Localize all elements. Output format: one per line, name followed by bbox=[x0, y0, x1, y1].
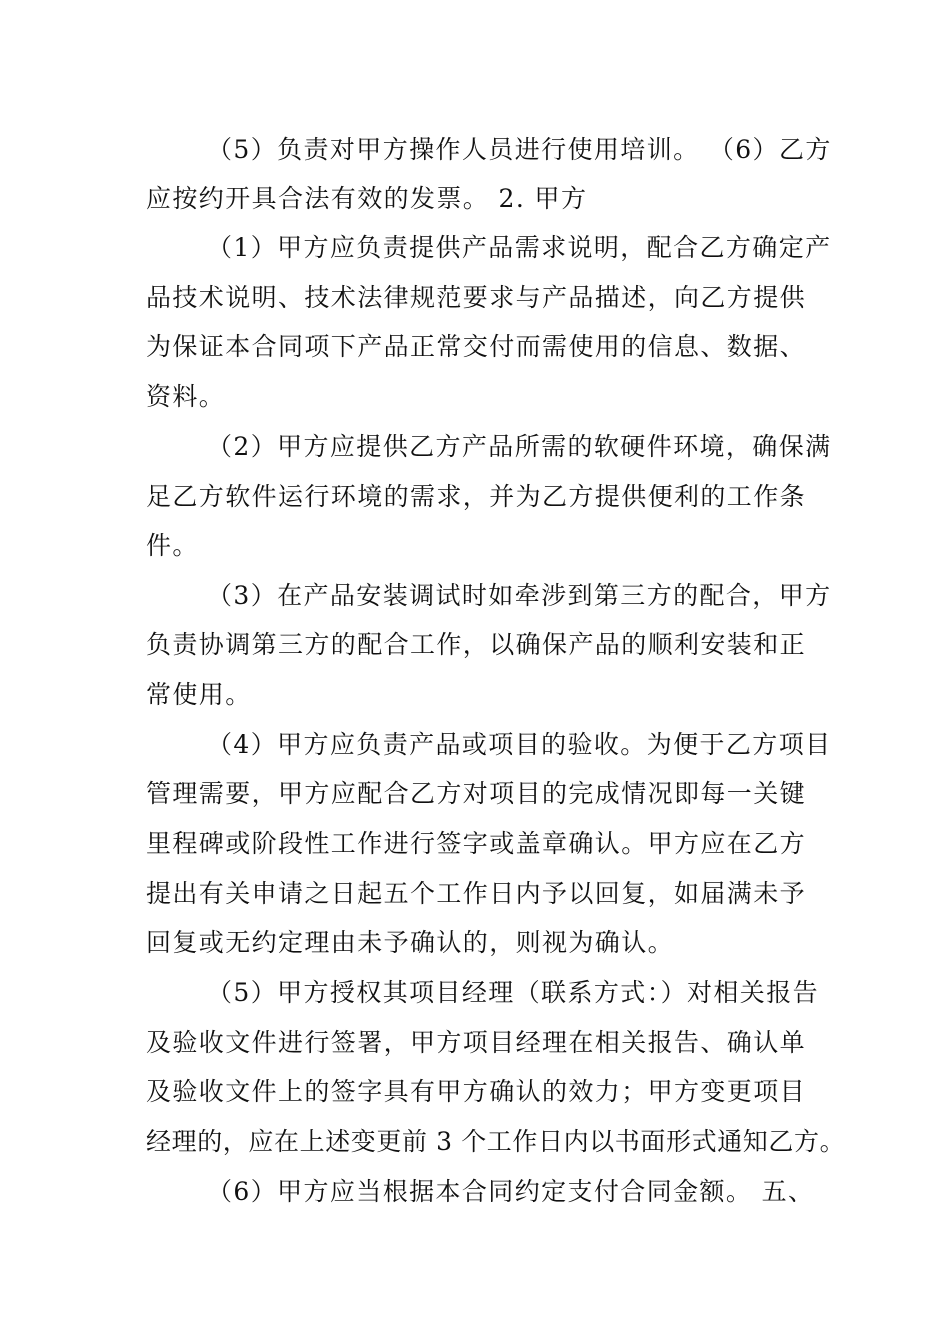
text-line: 为保证本合同项下产品正常交付而需使用的信息、数据、 bbox=[146, 332, 807, 361]
text-line: 提出有关申请之日起五个工作日内予以回复，如届满未予 bbox=[146, 879, 807, 908]
text-line: （2）甲方应提供乙方产品所需的软硬件环境，确保满 bbox=[207, 432, 832, 461]
text-line: 里程碑或阶段性工作进行签字或盖章确认。甲方应在乙方 bbox=[146, 829, 807, 858]
text-line: 常使用。 bbox=[146, 680, 252, 709]
text-line: 回复或无约定理由未予确认的，则视为确认。 bbox=[146, 928, 675, 957]
text-line: 负责协调第三方的配合工作，以确保产品的顺利安装和正 bbox=[146, 630, 807, 659]
text-line: 及验收文件上的签字具有甲方确认的效力；甲方变更项目 bbox=[146, 1077, 807, 1106]
text-line: （1）甲方应负责提供产品需求说明，配合乙方确定产 bbox=[207, 233, 832, 262]
text-line: （5）甲方授权其项目经理（联系方式：）对相关报告 bbox=[207, 978, 820, 1007]
text-line: （5）负责对甲方操作人员进行使用培训。 （6）乙方 bbox=[207, 135, 832, 164]
text-line: 件。 bbox=[146, 531, 199, 560]
text-line: 经理的，应在上述变更前 3 个工作日内以书面形式通知乙方。 bbox=[146, 1127, 846, 1156]
text-line: （3）在产品安装调试时如牵涉到第三方的配合，甲方 bbox=[207, 581, 832, 610]
text-line: 应按约开具合法有效的发票。 2. 甲方 bbox=[146, 184, 588, 213]
text-line: 品技术说明、技术法律规范要求与产品描述，向乙方提供 bbox=[146, 283, 807, 312]
text-line: 资料。 bbox=[146, 382, 226, 411]
text-line: （4）甲方应负责产品或项目的验收。为便于乙方项目 bbox=[207, 730, 832, 759]
text-line: 管理需要，甲方应配合乙方对项目的完成情况即每一关键 bbox=[146, 779, 807, 808]
text-line: 及验收文件进行签署，甲方项目经理在相关报告、确认单 bbox=[146, 1028, 807, 1057]
text-line: 足乙方软件运行环境的需求，并为乙方提供便利的工作条 bbox=[146, 482, 807, 511]
text-line: （6）甲方应当根据本合同约定支付合同金额。 五、 bbox=[207, 1177, 815, 1206]
